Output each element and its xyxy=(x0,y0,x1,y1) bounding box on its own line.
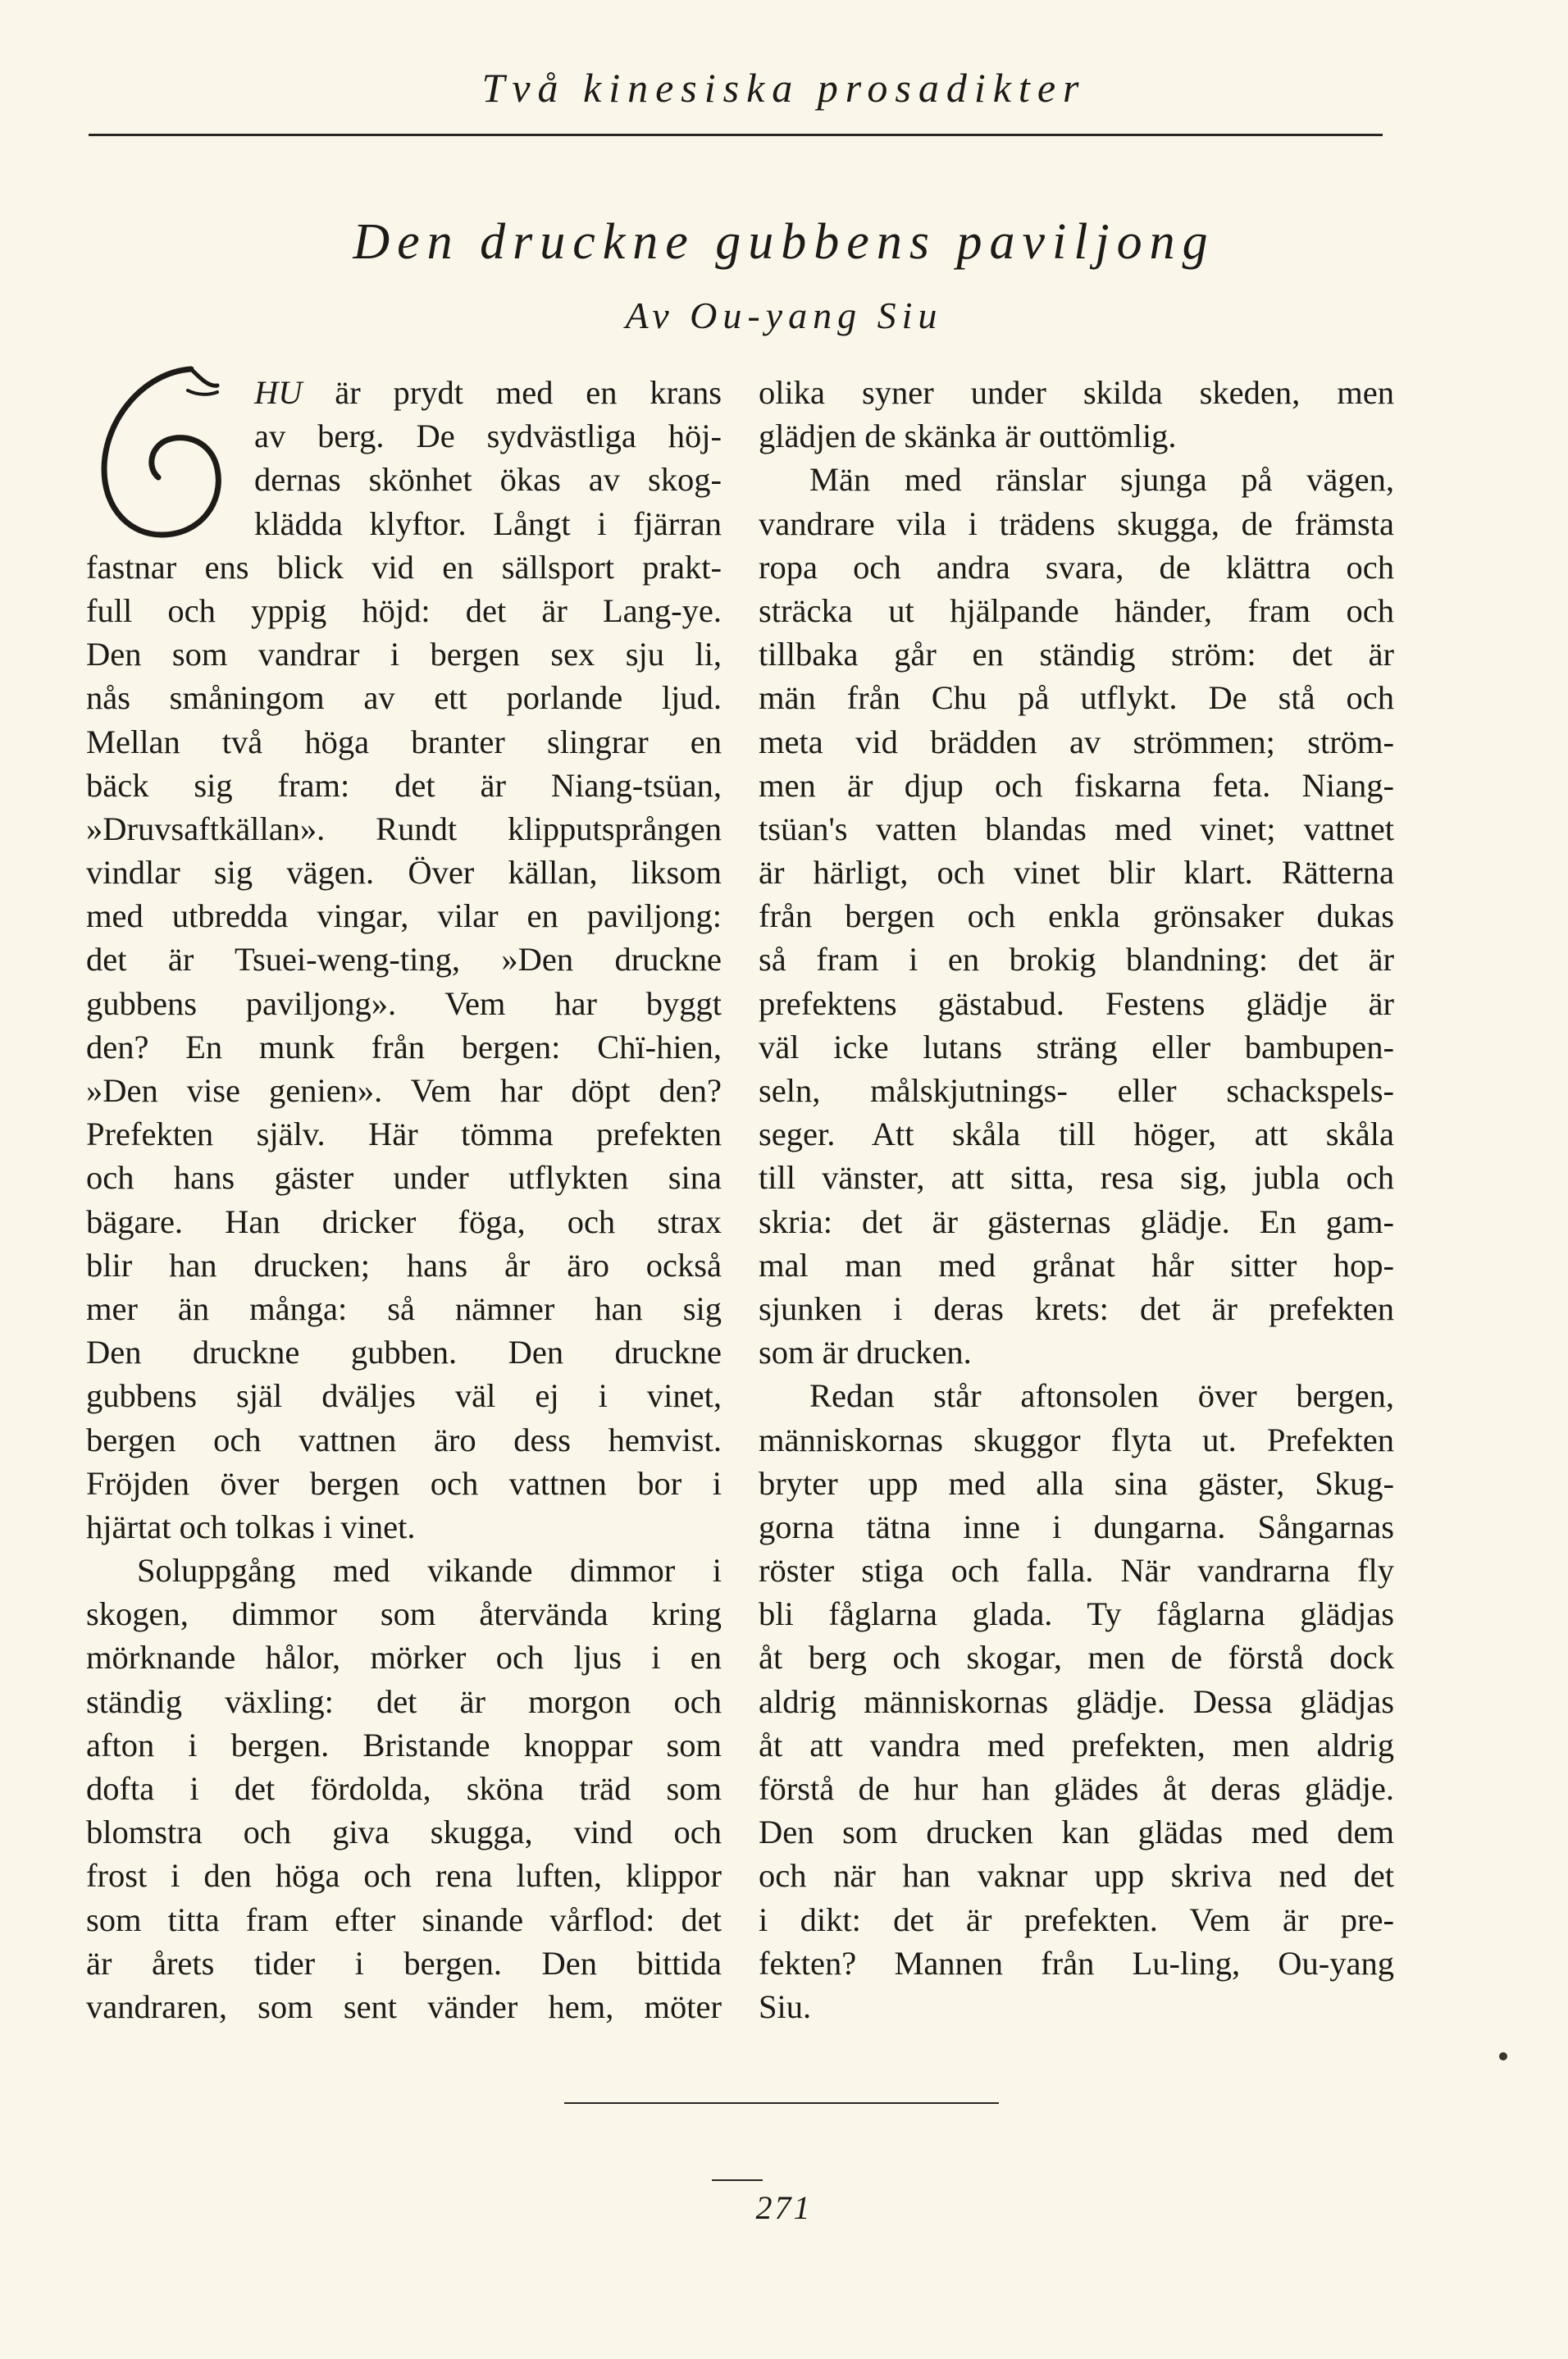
right-text-column xyxy=(759,371,1394,2028)
text-line: med utbredda vingar, vilar en paviljong: xyxy=(86,897,722,935)
text-line: det är Tsuei-weng-ting, »Den druckne xyxy=(86,941,722,979)
text-line: Mellan två höga branter slingrar en xyxy=(86,723,722,760)
footer-rule xyxy=(564,2102,999,2104)
text-line: fastnar ens blick vid en sällsport prakt- xyxy=(86,548,722,586)
text-line: frost i den höga och rena luften, klippor xyxy=(86,1857,722,1895)
text-line: blomstra och giva skugga, vind och xyxy=(86,1814,722,1851)
text-line: ropa och andra svara, de klättra och xyxy=(759,548,1394,586)
text-line: nås småningom av ett porlande ljud. xyxy=(86,679,722,717)
text-line: är härligt, och vinet blir klart. Rätterna xyxy=(759,854,1394,892)
text-line: bäck sig fram: det är Niang-tsüan, xyxy=(86,766,722,804)
story-title: Den druckne gubbens paviljong xyxy=(353,214,1215,270)
text-line: afton i bergen. Bristande knoppar som xyxy=(86,1726,722,1764)
text-line: tillbaka går en ständig ström: det är xyxy=(759,636,1394,673)
text-line: Redan står aftonsolen över bergen, xyxy=(809,1377,1394,1415)
text-line: Fröjden över bergen och vattnen bor i xyxy=(86,1464,722,1502)
text-line: vindlar sig vägen. Över källan, liksom xyxy=(86,854,722,892)
text-line: åt att vandra med prefekten, men aldrig xyxy=(759,1726,1394,1764)
text-line: »Druvsaftkällan». Rundt klipputsprången xyxy=(86,810,722,847)
text-line: den? En munk från bergen: Chï-hien, xyxy=(86,1028,722,1065)
text-line: Prefekten själv. Här tömma prefekten xyxy=(86,1116,722,1153)
text-line: och när han vaknar upp skriva ned det xyxy=(759,1857,1394,1895)
text-line: åt berg och skogar, men de förstå dock xyxy=(759,1639,1394,1677)
text-line: röster stiga och falla. När vandrarna fly xyxy=(759,1552,1394,1590)
text-line: vandraren, som sent vänder hem, möter xyxy=(86,1987,722,2025)
left-text-column xyxy=(86,371,722,2028)
text-line: som är drucken. xyxy=(759,1334,972,1371)
text-line: till vänster, att sitta, resa sig, jubla och xyxy=(759,1159,1394,1197)
text-line: dofta i det fördolda, sköna träd som xyxy=(86,1770,722,1807)
text-line: »Den vise genien». Vem har döpt den? xyxy=(86,1072,722,1109)
text-line: mörknande hålor, mörker och ljus i en xyxy=(86,1639,722,1677)
text-line: Soluppgång med vikande dimmor i xyxy=(137,1552,722,1590)
text-line: glädjen de skänka är outtömlig. xyxy=(759,418,1177,455)
text-line: gubbens paviljong». Vem har byggt xyxy=(86,984,722,1022)
text-line: Den druckne gubben. Den druckne xyxy=(86,1334,722,1371)
text-line: blir han drucken; hans år äro också xyxy=(86,1246,722,1284)
text-line: Den som vandrar i bergen sex sju li, xyxy=(86,636,722,673)
lead-word: HU xyxy=(254,374,303,411)
text-line: hjärtat och tolkas i vinet. xyxy=(86,1508,416,1545)
text-line: gorna tätna inne i dungarna. Sångarnas xyxy=(759,1508,1394,1545)
text-line: och hans gäster under utflykten sina xyxy=(86,1159,722,1197)
text-line: sträcka ut hjälpande händer, fram och xyxy=(759,591,1394,629)
text-line: Män med ränslar sjunga på vägen, xyxy=(809,461,1394,499)
text-line: dernas skönhet ökas av skog- xyxy=(254,461,722,499)
text-line: seger. Att skåla till höger, att skåla xyxy=(759,1116,1394,1153)
text-line: skogen, dimmor som återvända kring xyxy=(86,1595,722,1633)
text-line: meta vid brädden av strömmen; ström- xyxy=(759,723,1394,760)
text-line: olika syner under skilda skeden, men xyxy=(759,374,1394,411)
text-line: i dikt: det är prefekten. Vem är pre- xyxy=(759,1900,1394,1938)
text-line: full och yppig höjd: det är Lang-ye. xyxy=(86,591,722,629)
text-line: bryter upp med alla sina gäster, Skug- xyxy=(759,1464,1394,1502)
text-line: ständig växling: det är morgon och xyxy=(86,1682,722,1720)
text-line: Den som drucken kan glädas med dem xyxy=(759,1814,1394,1851)
text-line: så fram i en brokig blandning: det är xyxy=(759,941,1394,979)
text-line: är årets tider i bergen. Den bittida xyxy=(86,1944,722,1982)
text-line: män från Chu på utflykt. De stå och xyxy=(759,679,1394,717)
text-line: bli fåglarna glada. Ty fåglarna glädjas xyxy=(759,1595,1394,1633)
print-speck xyxy=(1499,2052,1507,2060)
text-line: klädda klyftor. Långt i fjärran xyxy=(254,504,722,542)
page-number-rule xyxy=(712,2179,763,2181)
author-byline: Av Ou-yang Siu xyxy=(625,294,943,336)
text-line: vandrare vila i trädens skugga, de främsta xyxy=(759,504,1394,542)
text-line: sjunken i deras krets: det är prefekten xyxy=(759,1289,1394,1327)
text-line: mal man med grånat hår sitter hop- xyxy=(759,1246,1394,1284)
text-line: gubbens själ dväljes väl ej i vinet, xyxy=(86,1377,722,1415)
text-line: prefektens gästabud. Festens glädje är xyxy=(759,984,1394,1022)
text-line: bergen och vattnen äro dess hemvist. xyxy=(86,1421,722,1458)
text-line: från bergen och enkla grönsaker dukas xyxy=(759,897,1394,935)
text-line: seln, målskjutnings- eller schackspels- xyxy=(759,1072,1394,1109)
text-line: skria: det är gästernas glädje. En gam- xyxy=(759,1202,1394,1240)
text-line: av berg. De sydvästliga höj- xyxy=(254,418,722,455)
text-line: tsüan's vatten blandas med vinet; vattnet xyxy=(759,810,1394,847)
drop-cap-ornament xyxy=(86,354,242,543)
text-line: bägare. Han dricker föga, och strax xyxy=(86,1202,722,1240)
text-line: Siu. xyxy=(759,1987,812,2025)
header-rule xyxy=(89,134,1383,136)
text-line: aldrig människornas glädje. Dessa glädjas xyxy=(759,1682,1394,1720)
running-title: Två kinesiska prosadikter xyxy=(481,65,1087,111)
text-line: förstå de hur han glädes åt deras glädje. xyxy=(759,1770,1394,1807)
text-line: mer än många: så nämner han sig xyxy=(86,1289,722,1327)
text-line: men är djup och fiskarna feta. Niang- xyxy=(759,766,1394,804)
page-number: 271 xyxy=(755,2189,813,2226)
text-line: väl icke lutans sträng eller bambupen- xyxy=(759,1028,1394,1065)
text-line: som titta fram efter sinande vårflod: det xyxy=(86,1900,722,1938)
text-line: människornas skuggor flyta ut. Prefekten xyxy=(759,1421,1394,1458)
text-line-rest: är prydt med en krans xyxy=(302,374,722,411)
text-line: fekten? Mannen från Lu-ling, Ou-yang xyxy=(759,1944,1394,1982)
